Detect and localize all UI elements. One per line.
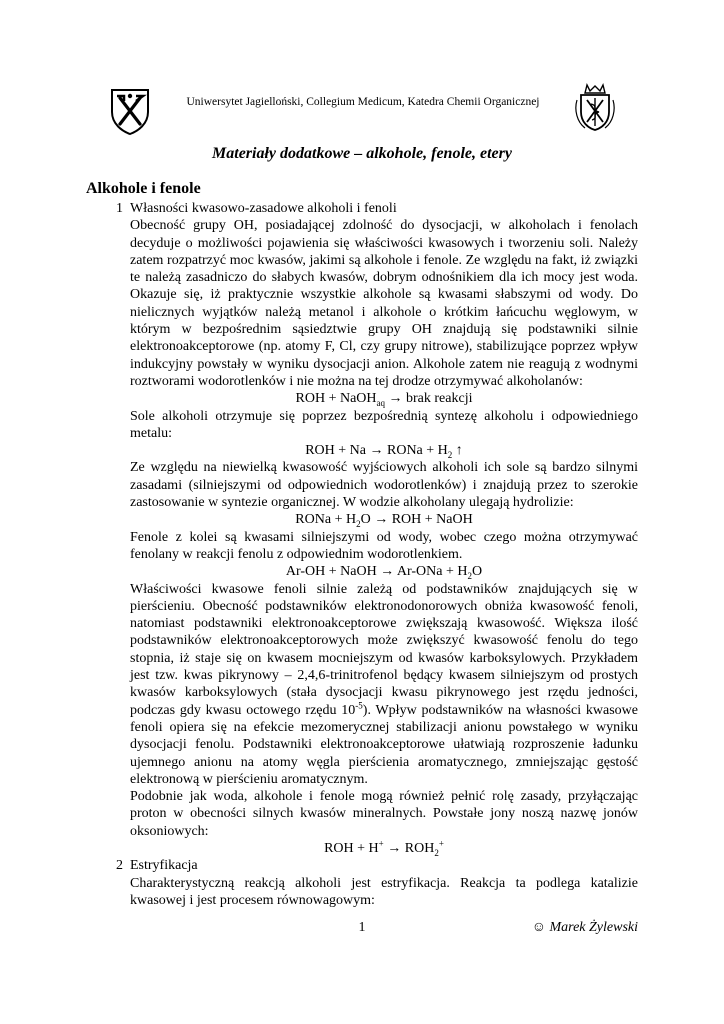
page-footer [86,920,638,940]
paragraph: Fenole z kolei są kwasami silniejszymi od wody, wobec czego można otrzymywać fenolany w reakcji fenolu z odpowiednim wodorotlenkiem. [130,529,638,562]
collegium-medicum-crest-icon [573,82,617,132]
section-content [86,200,638,909]
university-crest-icon [108,86,152,136]
paragraph: Podobnie jak woda, alkohole i fenole mogą również pełnić rolę zasady, przyłączając proton w obecności silnych kwasów mineralnych. Powstałe jony noszą nazwę jonów oksoniowych: [130,789,638,839]
paragraph: Charakterystyczną reakcją alkoholi jest estryfikacja. Reakcja ta podlega katalizie kwasowej i jest procesem równowagowym: [130,875,638,908]
equation: ROH + $H^+ \to ROH_2^+$ [324,838,444,858]
institution-name: Uniwersytet Jagielloński, Collegium Medicum, Katedra Chemii Organicznej [186,96,540,108]
equation: ROH + NaOH$_{aq}$ → brak reakcji [295,391,473,409]
item-body [130,857,638,909]
paragraph: Obecność grupy OH, posiadającej zdolność do dysocjacji, w alkoholach i fenolach decyduje o możliwości pojawienia się właściwości kwasowych i tworzeniu soli. Należy zatem rozpatrzyć moc kwasów, jakimi są alkohole i fenole. Ze względu na fakt, iż związki te należą zasadniczo do słabych kwasów, dobrym odnośnikiem dla ich mocy jest woda. Okazuje się, iż praktycznie wszystkie alkohole są kwasami słabszymi od wody. Do nielicznych wyjątków należą metanol i alkohole o krótkim łańcuchu węglowym, w którym w bezpośrednim sąsiedztwie grupy OH znajdują się podstawniki silnie elektronoakceptorowe (np. atomy F, Cl, czy grupy nitrowe), stabilizujące poprzez wpływ indukcyjny powstały w wyniku dysocjacji anion. Alkohole zatem nie reagują z wodnymi roztworami wodorotlenków i nie można na tej drodze otrzymywać alkoholanów: [130,218,638,389]
item-number: 1 [116,201,123,216]
item-number: 2 [116,858,123,874]
item-title: Estryfikacja [130,858,198,874]
list-item [86,200,638,857]
equation: RONa + $H_2O$ → ROH + NaOH [295,512,473,530]
author-credit: ☺ Marek Żylewski [531,920,638,935]
document-title: Materiały dodatkowe – alkohole, fenole, etery [212,145,512,162]
item-title: Własności kwasowo-zasadowe alkoholi i fenoli [130,201,397,216]
page-header [0,82,724,132]
page-number: 1 [358,920,366,935]
equation: Ar-OH + NaOH → $Ar-ONa + H_2O$ [285,564,483,582]
paragraph: Właściwości kwasowe fenoli silnie zależą od podstawników znajdujących się w pierścieniu. Obecność podstawników elektronodonorowych obniża kwasowość fenoli, natomiast podstawniki elektronoakceptorowe zwiększają kwasowość. Większa ilość podstawników elektronoakceptorowych może zwiększyć kwasowość fenolu do tego stopnia, iż staje się on kwasem mocniejszym od kwasów karboksylowych. Przykładem jest tzw. kwas pikrynowy – 2,4,6-trinitrofenol będący kwasem silniejszym od prostych kwasów karboksylowych (stała dysocjacji kwasu pikrynowego jest rzędu jedności, podczas gdy kwasu octowego rzędu $10^{-5}$). Wpływ podstawników na własności kwasowe fenoli opiera się na efekcie mezomerycznej stabilizacji anionu powstałego w wyniku dysocjacji fenolu. Podstawniki elektronoakceptorowe ułatwiają rozproszenie ładunku ujemnego anionu na atomy węgla pierścienia aromatycznego, zmniejszając gęstość elektronową w pierścieniu aromatycznym. [130,581,638,787]
equation: ROH + Na → RONa + $H_2$ ↑ [305,443,463,460]
paragraph: Ze względu na niewielką kwasowość wyjściowych alkoholi ich sole są bardzo silnymi zasadami (silniejszymi od odpowiednich wodorotlenków) i znajdują przez to szerokie zastosowanie w syntezie organicznej. W wodzie alkoholany ulegają hydrolizie: [130,460,638,511]
section-heading: Alkohole i fenole [86,180,201,197]
item-body [130,200,638,857]
list-item [86,857,638,909]
paragraph: Sole alkoholi otrzymuje się poprzez bezpośrednią syntezę alkoholu i odpowiedniego metalu: [130,408,638,441]
